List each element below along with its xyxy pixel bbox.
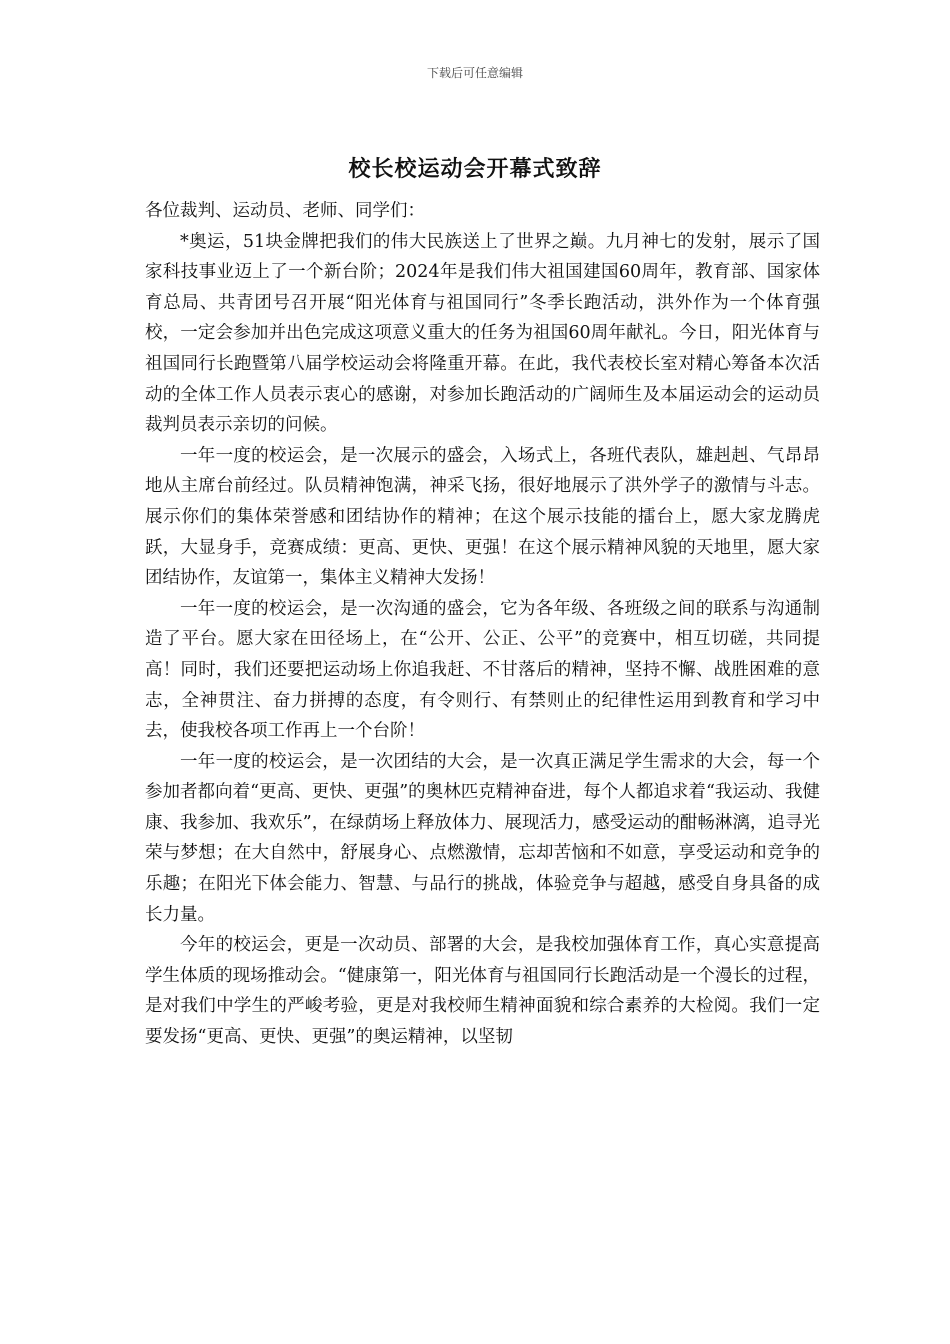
paragraph-3: 一年一度的校运会，是一次沟通的盛会，它为各年级、各班级之间的联系与沟通制造了平台。愿大家在田径场上，在“公开、公正、公平”的竞赛中，相互切磋，共同提高！同时，我们还要把运动场上你追我赶、不甘落后的精神，坚持不懈、战胜困难的意志，全神贯注、奋力拼搏的态度，有令则行、有禁则止的纪律性运用到教育和学习中去，使我校各项工作再上一个台阶！ (145, 598, 820, 742)
document-title: 校长校运动会开幕式致辞 (348, 156, 602, 182)
paragraph-5: 今年的校运会，更是一次动员、部署的大会，是我校加强体育工作，真心实意提高学生体质的现场推动会。“健康第一，阳光体育与祖国同行长跑活动是一个漫长的过程，是对我们中学生的严峻考验，更是对我校师生精神面貌和综合素养的大检阅。我们一定要发扬“更高、更快、更强”的奥运精神，以坚韧 (145, 935, 820, 1048)
paragraph-4: 一年一度的校运会，是一次团结的大会，是一次真正满足学生需求的大会，每一个参加者都向着“更高、更快、更强”的奥林匹克精神奋进，每个人都追求着“我运动、我健康、我参加、我欢乐”，在绿荫场上释放体力、展现活力，感受运动的酣畅淋漓，追寻光荣与梦想；在大自然中，舒展身心、点燃激情，忘却苦恼和不如意，享受运动和竞争的乐趣；在阳光下体会能力、智慧、与品行的挑战，体验竞争与超越，感受自身具备的成长力量。 (145, 751, 820, 925)
document-body (145, 196, 820, 1053)
paragraph-1: *奥运，51块金牌把我们的伟大民族送上了世界之巅。九月神七的发射，展示了国家科技事业迈上了一个新台阶；2024年是我们伟大祖国建国60周年，教育部、国家体育总局、共青团号召开展“阳光体育与祖国同行”冬季长跑活动，洪外作为一个体育强校，一定会参加并出色完成这项意义重大的任务为祖国60周年献礼。今日，阳光体育与祖国同行长跑暨第八届学校运动会将隆重开幕。在此，我代表校长室对精心筹备本次活动的全体工作人员表示衷心的感谢，对参加长跑活动的广阔师生及本届运动会的运动员裁判员表示亲切的问候。 (145, 231, 820, 436)
header-note: 下载后可任意编辑 (426, 66, 523, 80)
paragraph-2: 一年一度的校运会，是一次展示的盛会，入场式上，各班代表队，雄赳赳、气昂昂地从主席台前经过。队员精神饱满，神采飞扬，很好地展示了洪外学子的激情与斗志。展示你们的集体荣誉感和团结协作的精神；在这个展示技能的擂台上，愿大家龙腾虎跃，大显身手，竞赛成绩：更高、更快、更强！在这个展示精神风貌的天地里，愿大家团结协作，友谊第一，集体主义精神大发扬！ (145, 445, 820, 589)
salutation: 各位裁判、运动员、老师、同学们： (145, 201, 425, 221)
